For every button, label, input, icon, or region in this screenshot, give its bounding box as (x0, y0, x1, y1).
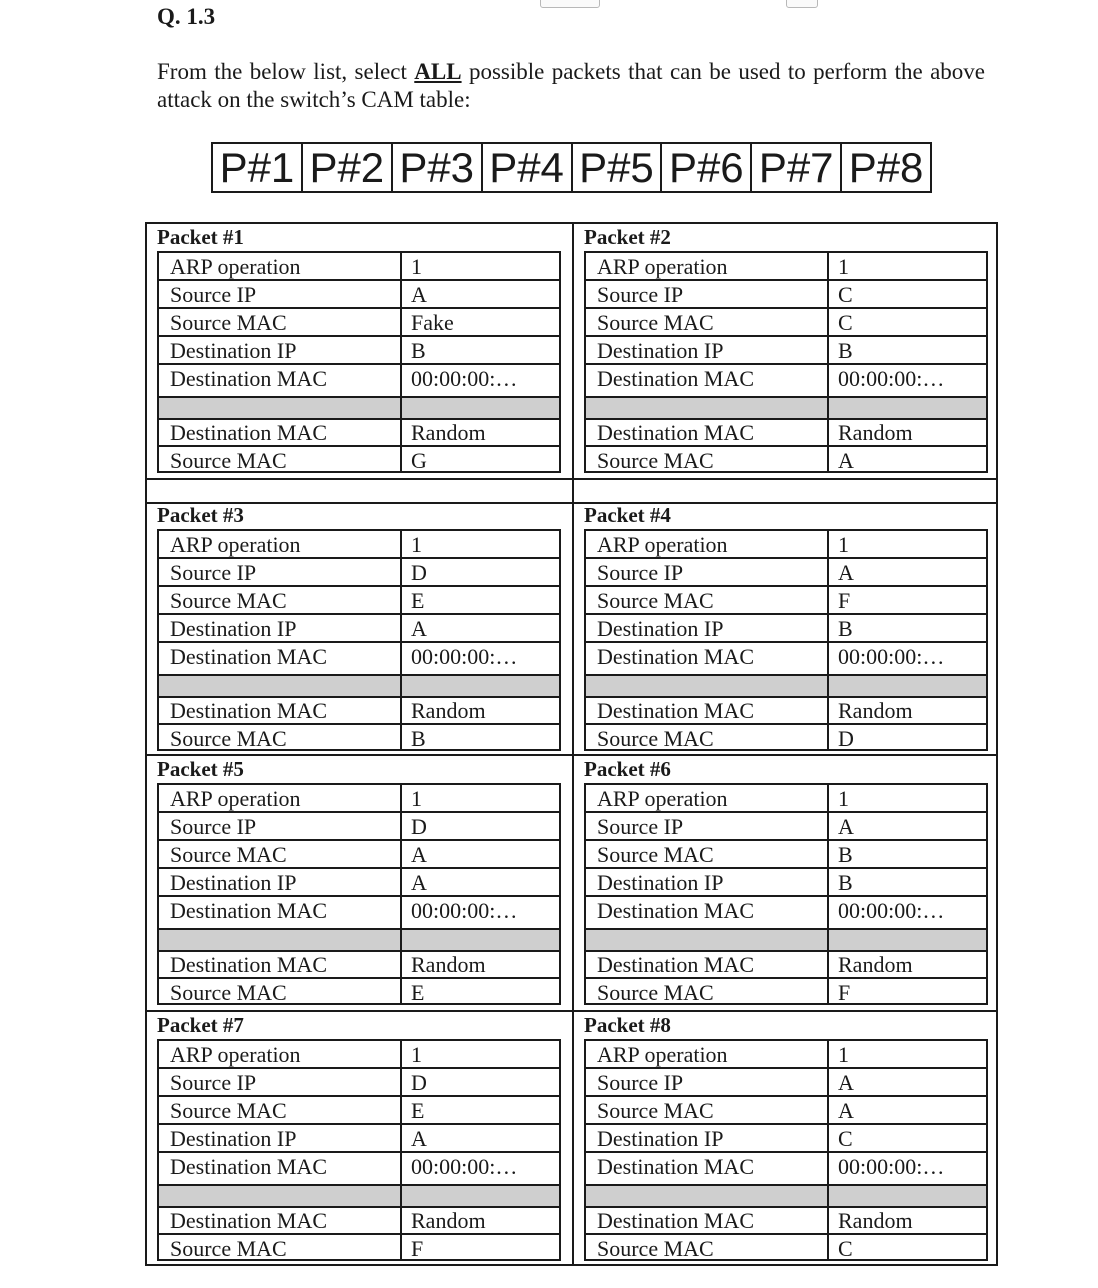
field-value: B (838, 842, 853, 867)
field-row-destination-ip (159, 615, 559, 643)
packet-2 (574, 224, 999, 474)
field-value: E (411, 1098, 425, 1123)
field-value: C (838, 1126, 853, 1151)
field-value: 00:00:00:… (411, 898, 518, 923)
option-p3[interactable]: P#3 (393, 144, 483, 191)
field-label: Source MAC (597, 1236, 714, 1261)
field-value: Random (838, 420, 913, 445)
prompt-emphasis: ALL (414, 59, 462, 84)
field-label: Source MAC (170, 588, 287, 613)
field-value: A (411, 616, 427, 641)
field-label: Source MAC (597, 588, 714, 613)
packet-6 (574, 756, 999, 1006)
packet-7 (147, 1012, 572, 1262)
option-p8[interactable]: P#8 (848, 143, 924, 191)
answer-options (211, 142, 932, 193)
packet-fields-table (584, 1039, 988, 1261)
field-value: Random (838, 698, 913, 723)
field-value: 1 (411, 254, 422, 279)
field-label: Destination IP (170, 870, 297, 895)
packet-title: Packet #8 (584, 1013, 671, 1037)
packet-8 (574, 1012, 999, 1262)
field-label: Destination MAC (597, 366, 755, 391)
prompt-text: From the below list, select (157, 59, 415, 84)
field-row-eth-destination-mac (159, 419, 559, 447)
header-separator-band (586, 1184, 986, 1208)
field-value: 00:00:00:… (411, 644, 518, 669)
field-value: D (411, 814, 427, 839)
field-row-eth-destination-mac (159, 951, 559, 979)
field-label: Source IP (170, 560, 257, 585)
field-value: B (411, 726, 426, 751)
field-label: Source IP (597, 282, 684, 307)
field-row-eth-source-mac (159, 725, 559, 753)
field-label: Source MAC (170, 1236, 287, 1261)
packet-title: Packet #5 (157, 757, 244, 781)
field-label: Destination MAC (170, 898, 328, 923)
field-label: Destination IP (597, 616, 724, 641)
field-label: Destination MAC (597, 1208, 755, 1233)
field-label: ARP operation (170, 532, 301, 557)
field-value: Random (411, 698, 486, 723)
field-label: Source IP (597, 560, 684, 585)
packet-fields-table (157, 251, 561, 473)
field-value: A (411, 282, 427, 307)
packet-3 (147, 502, 572, 752)
field-value: B (411, 338, 426, 363)
field-value: 00:00:00:… (838, 644, 945, 669)
field-row-source-mac (586, 587, 986, 615)
field-row-source-ip (586, 813, 986, 841)
field-value: Random (411, 1208, 486, 1233)
field-row-source-mac (586, 309, 986, 337)
field-value: A (838, 560, 854, 585)
field-value: A (838, 1098, 854, 1123)
option-p5[interactable]: P#5 (573, 144, 663, 191)
packet-fields-table (157, 1039, 561, 1261)
field-label: Source IP (597, 1070, 684, 1095)
field-row-eth-destination-mac (159, 1207, 559, 1235)
option-p2[interactable]: P#2 (303, 144, 393, 191)
field-row-arp-operation (159, 531, 559, 559)
packet-title: Packet #6 (584, 757, 671, 781)
field-value: 00:00:00:… (838, 366, 945, 391)
field-row-eth-destination-mac (586, 951, 986, 979)
field-row-destination-mac (586, 1153, 986, 1181)
field-column-divider (827, 531, 829, 749)
field-row-eth-source-mac (586, 725, 986, 753)
field-row-arp-operation (586, 531, 986, 559)
field-row-source-ip (159, 281, 559, 309)
field-label: Source IP (170, 1070, 257, 1095)
header-separator-band (586, 928, 986, 952)
header-separator-band (159, 1184, 559, 1208)
field-value: A (411, 842, 427, 867)
field-label: Source MAC (170, 1098, 287, 1123)
packet-title: Packet #7 (157, 1013, 244, 1037)
field-value: A (838, 1070, 854, 1095)
packet-grid (145, 222, 998, 1266)
field-row-eth-destination-mac (586, 697, 986, 725)
field-row-source-mac (159, 841, 559, 869)
field-value: C (838, 1236, 853, 1261)
packet-title: Packet #4 (584, 503, 671, 527)
option-p1[interactable]: P#1 (213, 144, 303, 191)
field-label: ARP operation (170, 254, 301, 279)
field-value: 1 (838, 1042, 849, 1067)
field-label: Source IP (170, 814, 257, 839)
field-column-divider (827, 785, 829, 1003)
field-row-source-mac (159, 309, 559, 337)
field-label: Source MAC (597, 448, 714, 473)
field-value: Random (411, 420, 486, 445)
header-separator-band (159, 674, 559, 698)
field-value: D (838, 726, 854, 751)
field-value: F (838, 588, 851, 613)
field-value: B (838, 616, 853, 641)
question-number: Q. 1.3 (157, 4, 216, 29)
field-label: Source MAC (597, 842, 714, 867)
field-row-eth-source-mac (159, 447, 559, 475)
header-separator-band (586, 674, 986, 698)
packet-fields-table (584, 783, 988, 1005)
field-row-destination-ip (586, 869, 986, 897)
header-separator-band (159, 928, 559, 952)
field-value: D (411, 1070, 427, 1095)
field-value: C (838, 310, 853, 335)
option-p4[interactable]: P#4 (483, 144, 573, 191)
field-label: Source IP (170, 282, 257, 307)
field-value: A (411, 1126, 427, 1151)
field-value: E (411, 588, 425, 613)
field-value: C (838, 282, 853, 307)
field-label: Source MAC (170, 310, 287, 335)
field-row-eth-destination-mac (586, 1207, 986, 1235)
field-value: B (838, 338, 853, 363)
packet-title: Packet #1 (157, 225, 244, 249)
field-row-source-ip (586, 559, 986, 587)
field-value: Random (411, 952, 486, 977)
field-column-divider (827, 253, 829, 471)
field-label: Destination MAC (170, 1208, 328, 1233)
field-value: G (411, 448, 427, 473)
field-row-eth-source-mac (586, 1235, 986, 1263)
field-label: Source MAC (597, 1098, 714, 1123)
field-label: ARP operation (597, 786, 728, 811)
field-value: D (411, 560, 427, 585)
field-row-source-mac (586, 1097, 986, 1125)
field-column-divider (400, 253, 402, 471)
field-label: ARP operation (597, 532, 728, 557)
field-value: Fake (411, 310, 454, 335)
field-row-destination-mac (159, 365, 559, 393)
field-column-divider (400, 1041, 402, 1259)
field-label: ARP operation (170, 1042, 301, 1067)
row-divider (147, 478, 996, 480)
field-row-destination-mac (586, 365, 986, 393)
field-row-eth-source-mac (159, 979, 559, 1007)
field-row-eth-source-mac (159, 1235, 559, 1263)
field-row-eth-destination-mac (159, 697, 559, 725)
field-row-destination-mac (586, 897, 986, 925)
field-row-arp-operation (586, 253, 986, 281)
field-row-destination-ip (586, 337, 986, 365)
field-value: 1 (838, 786, 849, 811)
field-label: Source MAC (170, 448, 287, 473)
field-label: Destination IP (170, 338, 297, 363)
field-value: 1 (411, 786, 422, 811)
field-value: 00:00:00:… (411, 1154, 518, 1179)
field-row-source-ip (586, 1069, 986, 1097)
field-row-destination-ip (159, 337, 559, 365)
field-value: Random (838, 1208, 913, 1233)
packet-1 (147, 224, 572, 474)
field-label: Destination MAC (170, 952, 328, 977)
field-label: Destination IP (170, 616, 297, 641)
field-label: Source MAC (597, 980, 714, 1005)
field-column-divider (400, 785, 402, 1003)
field-row-destination-mac (586, 643, 986, 671)
field-label: Destination IP (597, 1126, 724, 1151)
field-label: Destination MAC (597, 952, 755, 977)
prompt-text: possible packets that can be used to perform the above attack on the switch’s CAM table: (157, 59, 985, 112)
field-label: Source MAC (170, 726, 287, 751)
field-row-eth-source-mac (586, 447, 986, 475)
field-value: A (411, 870, 427, 895)
field-value: 00:00:00:… (838, 898, 945, 923)
field-column-divider (400, 531, 402, 749)
field-value: 1 (838, 254, 849, 279)
field-row-source-mac (586, 841, 986, 869)
field-value: 00:00:00:… (411, 366, 518, 391)
header-separator-band (586, 396, 986, 420)
field-label: Destination MAC (170, 366, 328, 391)
question-prompt (157, 58, 985, 114)
field-label: Source IP (597, 814, 684, 839)
field-label: Source MAC (597, 310, 714, 335)
field-value: 1 (411, 532, 422, 557)
packet-fields-table (584, 529, 988, 751)
packet-title: Packet #2 (584, 225, 671, 249)
field-value: E (411, 980, 425, 1005)
field-label: Destination MAC (597, 420, 755, 445)
field-row-eth-source-mac (586, 979, 986, 1007)
field-label: Destination MAC (597, 898, 755, 923)
field-row-source-mac (159, 1097, 559, 1125)
option-p6[interactable]: P#6 (662, 144, 752, 191)
field-row-arp-operation (586, 1041, 986, 1069)
field-value: A (838, 448, 854, 473)
packet-fields-table (157, 529, 561, 751)
clipped-top-element (540, 0, 600, 8)
field-value: F (838, 980, 851, 1005)
field-label: Destination IP (597, 870, 724, 895)
field-label: Destination MAC (170, 1154, 328, 1179)
field-label: Destination MAC (170, 698, 328, 723)
field-row-arp-operation (159, 1041, 559, 1069)
field-row-arp-operation (159, 785, 559, 813)
field-label: Destination MAC (597, 644, 755, 669)
field-value: F (411, 1236, 424, 1261)
field-row-destination-mac (159, 897, 559, 925)
packet-fields-table (157, 783, 561, 1005)
field-label: ARP operation (597, 1042, 728, 1067)
field-column-divider (827, 1041, 829, 1259)
field-label: ARP operation (597, 254, 728, 279)
field-value: 1 (838, 532, 849, 557)
packet-title: Packet #3 (157, 503, 244, 527)
field-label: Destination MAC (597, 1154, 755, 1179)
field-label: Destination MAC (170, 420, 328, 445)
field-label: ARP operation (170, 786, 301, 811)
field-row-destination-ip (159, 1125, 559, 1153)
option-p7[interactable]: P#7 (752, 144, 842, 191)
field-label: Source MAC (170, 842, 287, 867)
field-row-destination-ip (586, 1125, 986, 1153)
packet-fields-table (584, 251, 988, 473)
field-row-arp-operation (586, 785, 986, 813)
clipped-top-element (786, 0, 818, 8)
field-label: Destination IP (170, 1126, 297, 1151)
field-label: Destination IP (597, 338, 724, 363)
field-row-source-ip (586, 281, 986, 309)
field-label: Destination MAC (597, 698, 755, 723)
field-row-source-ip (159, 1069, 559, 1097)
field-label: Destination MAC (170, 644, 328, 669)
field-label: Source MAC (170, 980, 287, 1005)
field-label: Source MAC (597, 726, 714, 751)
field-value: B (838, 870, 853, 895)
packet-4 (574, 502, 999, 752)
field-value: 00:00:00:… (838, 1154, 945, 1179)
field-row-destination-ip (586, 615, 986, 643)
field-row-eth-destination-mac (586, 419, 986, 447)
field-value: 1 (411, 1042, 422, 1067)
header-separator-band (159, 396, 559, 420)
packet-5 (147, 756, 572, 1006)
field-row-destination-mac (159, 1153, 559, 1181)
field-row-destination-ip (159, 869, 559, 897)
field-value: A (838, 814, 854, 839)
field-row-source-mac (159, 587, 559, 615)
field-row-destination-mac (159, 643, 559, 671)
field-row-arp-operation (159, 253, 559, 281)
field-value: Random (838, 952, 913, 977)
field-row-source-ip (159, 813, 559, 841)
field-row-source-ip (159, 559, 559, 587)
